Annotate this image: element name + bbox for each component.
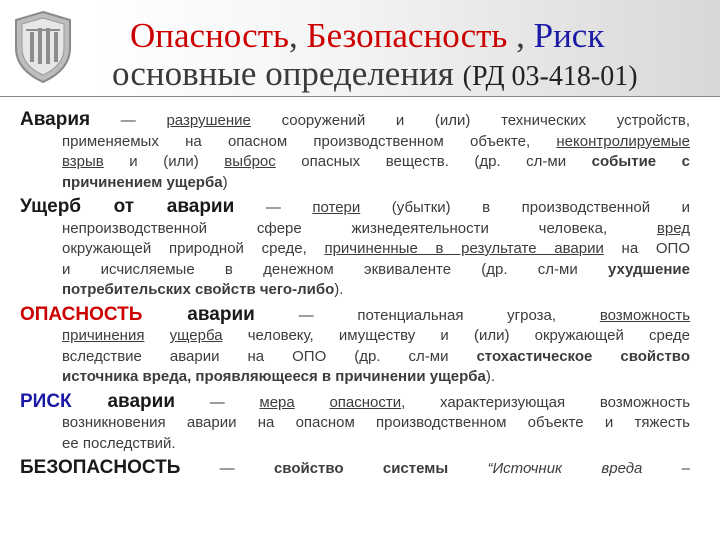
definition-safety: БЕЗОПАСНОСТЬ — свойство системы “Источник вреда – xyxy=(20,457,690,478)
page-subtitle: основные определения (РД 03-418-01) xyxy=(112,54,638,93)
shield-logo-icon xyxy=(12,10,74,84)
definitions-list xyxy=(20,110,690,480)
page-title: Опасность, Безопасность , Риск xyxy=(130,16,605,55)
slide-header xyxy=(0,0,720,97)
term-accident: Авария xyxy=(20,109,91,130)
definition-risk: РИСК аварии — мера опасности, характеризующая возможность возникновения аварии на опасном производственном объекте и тяжесть ее последствий. xyxy=(20,390,691,452)
term-safety: БЕЗОПАСНОСТЬ xyxy=(20,457,181,478)
document-reference: (РД 03-418-01) xyxy=(462,61,638,92)
definition-damage: Ущерб от аварии — потери (убытки) в производственной и непроизводственной сфере жизнедеятельности человека, вред окружающей природной среде, причиненные в результате аварии на ОПО и исчисляемые в денежном эквиваленте (др. сл-ми ухудшение потребительских свойств чего-либо). xyxy=(20,196,691,298)
title-safety: Безопасность xyxy=(297,16,508,55)
term-risk: РИСК xyxy=(20,390,72,412)
term-danger: ОПАСНОСТЬ xyxy=(20,303,143,325)
title-danger: Опасность xyxy=(130,16,289,55)
term-damage: Ущерб от аварии xyxy=(20,196,235,217)
title-risk: Риск xyxy=(533,16,605,55)
definition-danger: ОПАСНОСТЬ аварии — потенциальная угроза, возможность причинения ущерба человеку, имуществу и (или) окружающей среде вследствие аварии на ОПО (др. сл-ми стохастическое свойство источника вреда, проявляющееся в причинении ущерба). xyxy=(20,303,691,385)
definition-accident: Авария — разрушение сооружений и (или) технических устройств, применяемых на опасном производственном объекте, неконтролируемые взрыв и (или) выброс опасных веществ. (др. сл-ми событие с причинением ущерба) xyxy=(20,109,691,191)
